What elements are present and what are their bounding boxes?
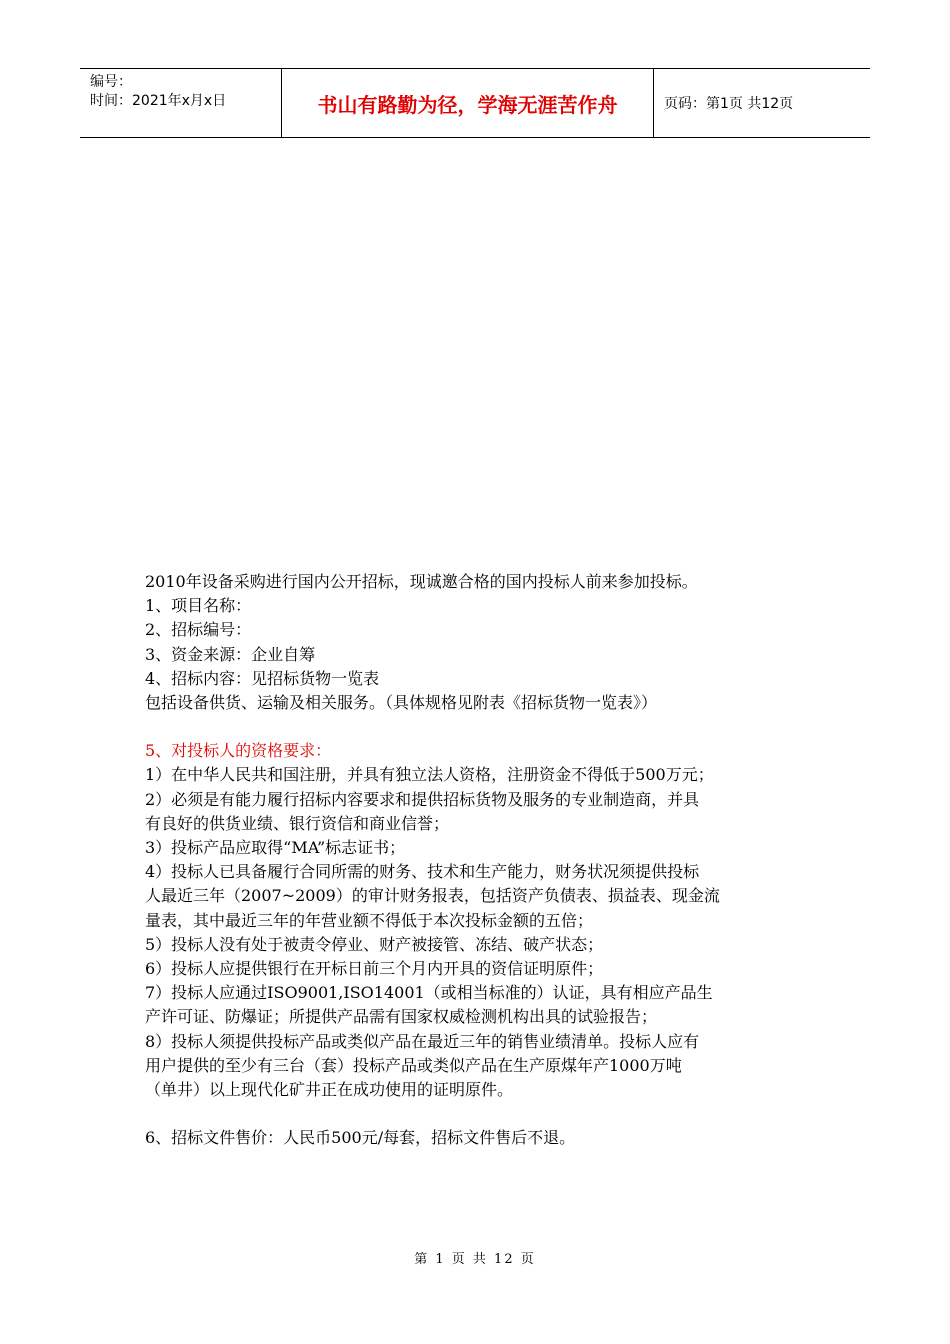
requirement-7-line1: 7）投标人应通过ISO9001,ISO14001（或相当标准的）认证，具有相应产品生 [145, 983, 713, 1003]
item-tender-content-detail: 包括设备供货、运输及相关服务。（具体规格见附表《招标货物一览表》） [145, 693, 658, 713]
requirement-8-line3: （单井）以上现代化矿井正在成功使用的证明原件。 [145, 1080, 514, 1100]
requirement-5: 5）投标人没有处于被责令停业、财产被接管、冻结、破产状态； [145, 934, 604, 954]
number-label: 编号： [90, 74, 132, 90]
spacer [145, 1102, 825, 1126]
requirement-4-line1: 4）投标人已具备履行合同所需的财务、技术和生产能力，财务状况须提供投标 [145, 862, 700, 882]
intro-paragraph: 2010年设备采购进行国内公开招标，现诚邀合格的国内投标人前来参加投标。 [145, 572, 698, 591]
requirement-7-line2: 产许可证、防爆证；所提供产品需有国家权威检测机构出具的试验报告； [145, 1007, 658, 1027]
requirement-4-line2: 人最近三年（2007~2009）的审计财务报表，包括资产负债表、损益表、现金流 [145, 886, 720, 906]
requirement-4-line3: 量表，其中最近三年的年营业额不得低于本次投标金额的五倍； [145, 910, 594, 930]
item-project-name: 1、项目名称： [145, 596, 252, 616]
time-label: 时间：2021年x月x日 [90, 93, 227, 109]
page-footer: 第 1 页 共 12 页 [414, 1252, 536, 1267]
header-left-cell [80, 69, 282, 137]
header-motto: 书山有路勤为径，学海无涯苦作舟 [282, 69, 654, 137]
item-tender-number: 2、招标编号： [145, 620, 252, 640]
item-tender-content: 4、招标内容：见招标货物一览表 [145, 668, 380, 688]
requirement-3: 3）投标产品应取得“MA”标志证书； [145, 838, 406, 858]
document-body [145, 570, 825, 1150]
header-table [80, 68, 870, 138]
requirement-6: 6）投标人应提供银行在开标日前三个月内开具的资信证明原件； [145, 959, 604, 979]
requirement-8-line2: 用户提供的至少有三台（套）投标产品或类似产品在生产原煤年产1000万吨 [145, 1055, 682, 1075]
item-fund-source: 3、资金来源：企业自筹 [145, 644, 316, 664]
requirement-8-line1: 8）投标人须提供投标产品或类似产品在最近三年的销售业绩清单。投标人应有 [145, 1031, 700, 1051]
requirement-2-line2: 有良好的供货业绩、银行资信和商业信誉； [145, 813, 450, 833]
section5-heading: 5、对投标人的资格要求： [145, 741, 332, 761]
requirement-2-line1: 2）必须是有能力履行招标内容要求和提供招标货物及服务的专业制造商，并具 [145, 789, 700, 809]
spacer [145, 715, 825, 739]
header-page-info: 页码：第1页 共12页 [664, 96, 794, 112]
requirement-1: 1）在中华人民共和国注册，并具有独立法人资格，注册资金不得低于500万元； [145, 765, 714, 785]
item-document-price: 6、招标文件售价：人民币500元/每套，招标文件售后不退。 [145, 1128, 576, 1148]
